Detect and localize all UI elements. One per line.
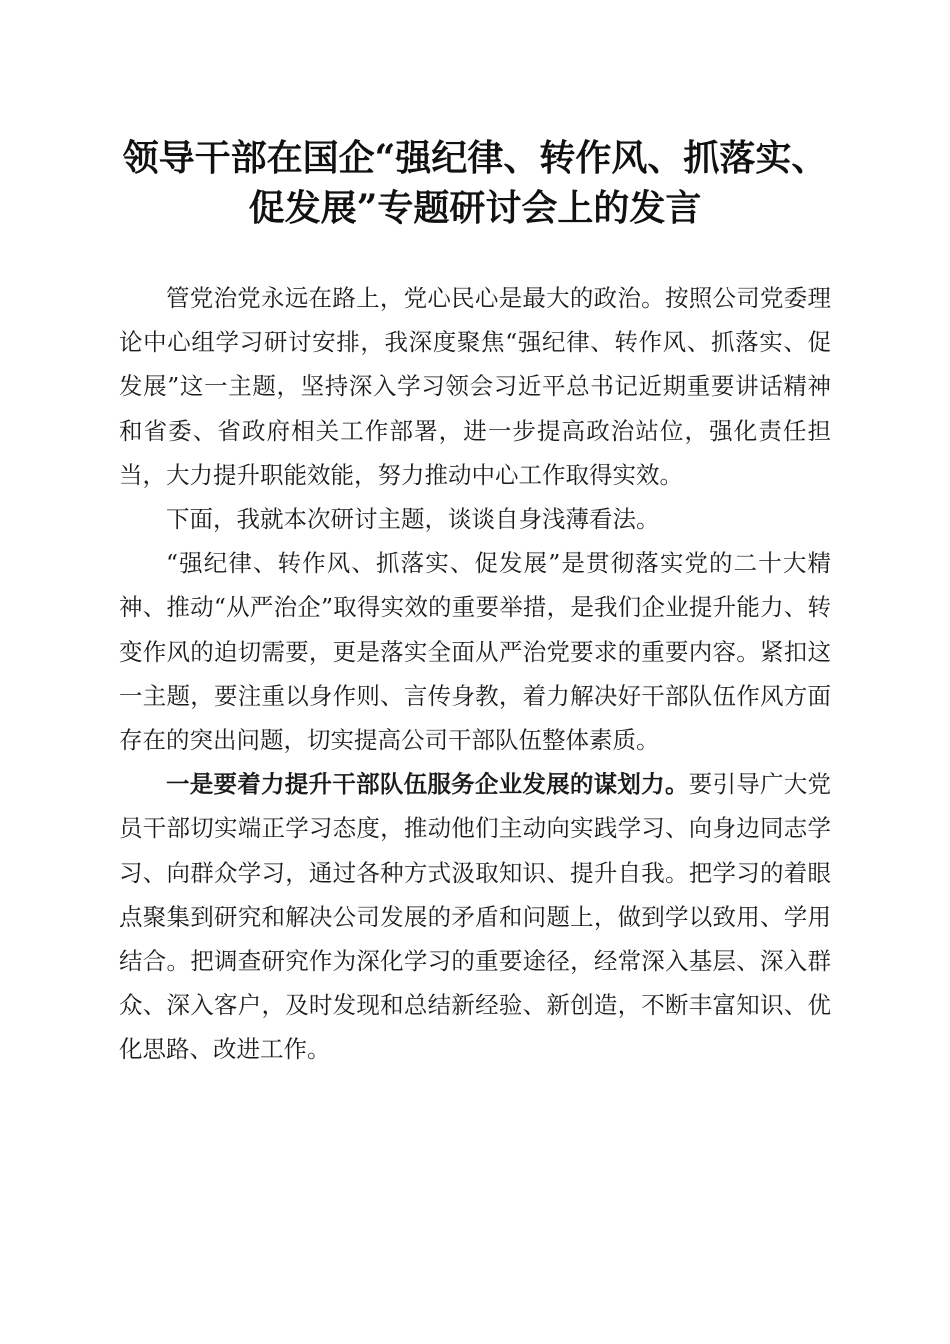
paragraph-intro: [119, 276, 831, 497]
paragraph-text: 管党治党永远在路上，党心民心是最大的政治。按照公司党委理论中心组学习研讨安排，我深度聚焦“强纪律、转作风、抓落实、促发展”这一主题，坚持深入学习领会习近平总书记近期重要讲话精神和省委、省政府相关工作部署，进一步提高政治站位，强化责任担当，大力提升职能效能，努力推动中心工作取得实效。: [119, 284, 831, 489]
paragraph-point-one: [119, 762, 831, 1071]
document-title: [100, 133, 850, 233]
document-body: [119, 276, 831, 1072]
paragraph-text: 要引导广大党员干部切实端正学习态度，推动他们主动向实践学习、向身边同志学习、向群众学习，通过各种方式汲取知识、提升自我。把学习的着眼点聚集到研究和解决公司发展的矛盾和问题上，做到学以致用、学用结合。把调查研究作为深化学习的重要途径，经常深入基层、深入群众、深入客户，及时发现和总结新经验、新创造，不断丰富知识、优化思路、改进工作。: [119, 770, 831, 1064]
title-line-1: 领导干部在国企“强纪律、转作风、抓落实、: [122, 137, 828, 179]
title-line-2: 促发展”专题研讨会上的发言: [248, 187, 702, 229]
paragraph-theme: [119, 541, 831, 762]
paragraph-lead-sentence: 一是要着力提升干部队伍服务企业发展的谋划力。: [166, 770, 689, 799]
paragraph-text: “强纪律、转作风、抓落实、促发展”是贯彻落实党的二十大精神、推动“从严治企”取得实效的重要举措，是我们企业提升能力、转变作风的迫切需要，更是落实全面从严治党要求的重要内容。紧扣这一主题，要注重以身作则、言传身教，着力解决好干部队伍作风方面存在的突出问题，切实提高公司干部队伍整体素质。: [119, 549, 831, 755]
paragraph-transition: [119, 497, 831, 541]
paragraph-text: 下面，我就本次研讨主题，谈谈自身浅薄看法。: [166, 505, 660, 534]
